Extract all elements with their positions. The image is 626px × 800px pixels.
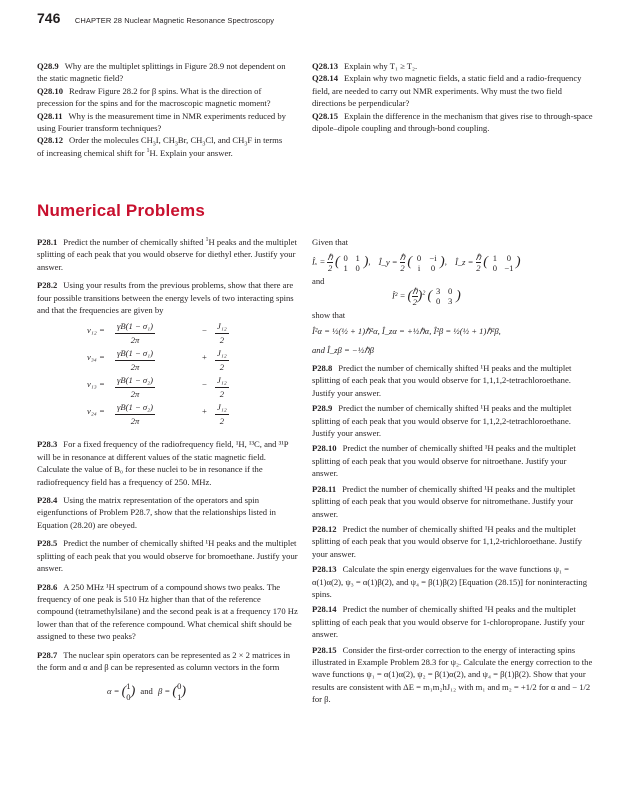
questions-left-column	[37, 60, 291, 159]
questions-right-column	[312, 60, 594, 134]
question-q28-13: Q28.13 Explain why T₁ ≥ T₂.	[312, 61, 418, 71]
problem-p28-6: P28.6 A 250 MHz ¹H spectrum of a compound shows two peaks. The frequency of one peak is 510 Hz higher than that of the reference compound (tetramethylsilane) and the second peak is at a frequency 170 Hz lower than that of the reference compound. What chemical shift should be assigned to these two peaks?	[37, 581, 298, 642]
problems-right-column	[312, 236, 594, 706]
given-that: Given that	[312, 237, 349, 247]
problem-p28-10: P28.10 Predict the number of chemically shifted ¹H peaks and the multiplet splitting of each peak that you would observe for nitroethane. Justify your answer.	[312, 443, 576, 479]
i-squared-matrix: Î² = ( ℏ 2 )$^2$ ( 3 0 0 3 )	[392, 285, 461, 307]
equation-nu24: ν₂₄ = $\frac{\text{γB(1 − σ₂)}}{2\pi}$ + $\frac{\text{J₁₂}}{2}$	[87, 402, 227, 426]
question-q28-9: Q28.9 Why are the multiplet splittings in Figure 28.9 not dependent on the static magnetic field?	[37, 61, 286, 84]
chapter-title: CHAPTER 28 Nuclear Magnetic Resonance Spectroscopy	[74, 16, 275, 25]
equation-nu13: ν₁₃ = $\frac{\text{γB(1 − σ₂)}}{2\pi}$ − $\frac{\text{J₁₂}}{2}$	[87, 375, 227, 399]
equation-nu12: ν₁₂ = $\frac{\text{γB(1 − σ₁)}}{2\pi}$ − $\frac{\text{J₁₂}}{2}$	[87, 321, 227, 345]
question-q28-12: Q28.12 Order the molecules $CH_3I$, $CH_3Br$, $CH_3Cl$, and $CH_3F$ in terms of increasing chemical shift for $^1$H. Explain your answer.	[37, 135, 283, 158]
problem-p28-12: P28.12 Predict the number of chemically shifted ¹H peaks and the multiplet splitting of each peak that you would observe for 1,1,2-trichloroethane. Justify your answer.	[312, 523, 582, 559]
question-q28-15: Q28.15 Explain the difference in the mechanism that gives rise to through-space dipole–dipole coupling and through-bond coupling.	[312, 110, 593, 134]
problem-p28-1: P28.1 Predict the number of chemically shifted $^1$H peaks and the multiplet splitting of each peak that you would observe for diethyl ether. Justify your answer.	[37, 237, 297, 272]
question-q28-10: Q28.10 Redraw Figure 28.2 for β spins. What is the direction of precession for the spins and for the macroscopic magnetic moment?	[37, 85, 271, 109]
problem-p28-13: P28.13 Calculate the spin energy eigenvalues for the wave functions ψ₁ = α(1)α(2), ψ₃ = α(1)β(2), and ψ₄ = β(1)β(2) [Equation (28.15)] for noninteracting spins.	[312, 564, 587, 599]
section-title: Numerical Problems	[37, 201, 205, 220]
equation-nu34: ν₃₄ = $\frac{\text{γB(1 − σ₁)}}{2\pi}$ + $\frac{\text{J₁₂}}{2}$	[87, 348, 227, 372]
show-that-line2: and Î_zβ = −½ℏβ	[312, 344, 374, 355]
show-that-label: show that	[312, 309, 346, 320]
problem-p28-5: P28.5 Predict the number of chemically shifted ¹H peaks and the multiplet splitting of each peak that you would observe for bromoethane. Justify your answer.	[37, 538, 298, 574]
frequency-equations	[37, 320, 299, 428]
show-that-line1: Î²α = ½(½ + 1)ℏ²α, Î_zα = +½ℏα, Î²β = ½(½ + 1)ℏ²β,	[312, 326, 501, 337]
problem-p28-11: P28.11 Predict the number of chemically shifted ¹H peaks and the multiplet splitting of each peak that you would observe for nitromethane. Justify your answer.	[312, 483, 576, 519]
problems-left-column	[37, 236, 299, 703]
problem-p28-14: P28.14 Predict the number of chemically shifted ¹H peaks and the multiplet splitting of each peak that you would observe for 1-chloropropane. Justify your answer.	[312, 604, 585, 640]
page-number: 746	[37, 10, 61, 26]
problem-p28-4: P28.4 Using the matrix representation of the operators and spin eigenfunctions of Problem P28.7, show that the relationships listed in Equation (28.20) are obeyed.	[37, 495, 276, 530]
problem-p28-3: P28.3 For a fixed frequency of the radiofrequency field, ¹H, ¹³C, and ³¹P will be in resonance at different values of the static magnetic field. Calculate the value of B₀ for these nuclei to be in resonance if the radiofrequency field has a frequency of 250. MHz.	[37, 439, 289, 487]
alpha-beta-vectors: α = ( 1 0 ) and β = ( 0 1 )	[107, 681, 187, 703]
running-header	[37, 10, 274, 28]
problem-p28-15: P28.15 Consider the first-order correction to the energy of interacting spins illustrated in Example Problem 28.3 for ψ₂. Calculate the energy correction to the wave functions ψ₁ = α(1)α(2), ψ₂ = β(1)α(2), and ψ₄ = β(1)β(2). Show that your results are consistent with ΔE = m₁m₂hJ₁₂ with m₁ and m₂ = +1/2 for α and − 1/2 for β.	[312, 644, 593, 705]
problem-p28-7: P28.7 The nuclear spin operators can be represented as 2 × 2 matrices in the form and α and β can be represented as column vectors in the form	[37, 649, 291, 672]
question-q28-14: Q28.14 Explain why two magnetic fields, a static field and a radio-frequency field, are needed to carry out NMR experiments. Why must the two field directions be perpendicular?	[312, 73, 582, 109]
problem-p28-8: P28.8 Predict the number of chemically shifted ¹H peaks and the multiplet splitting of each peak that you would observe for 1,1,1,2-tetrachloroethane. Justify your answer.	[312, 363, 572, 398]
problem-p28-9: P28.9 Predict the number of chemically shifted ¹H peaks and the multiplet splitting of each peak that you would observe for 1,1,2,2-tetrachloroethane. Justify your answer.	[312, 403, 572, 439]
and-label: and	[312, 276, 325, 287]
problem-p28-2: P28.2 Using your results from the previous problems, show that there are four possible transitions between the energy levels of two interacting spins and that the frequencies are given by	[37, 280, 294, 316]
question-q28-11: Q28.11 Why is the measurement time in NMR experiments reduced by using Fourier transform techniques?	[37, 110, 286, 134]
spin-operator-matrices: Îₓ = ℏ 2 ( 0 1 1 0 ), Î_y = ℏ 2 ( 0 −i i 0 ), Î_z = ℏ 2 ( 1 0 0 −1 )	[312, 252, 521, 274]
